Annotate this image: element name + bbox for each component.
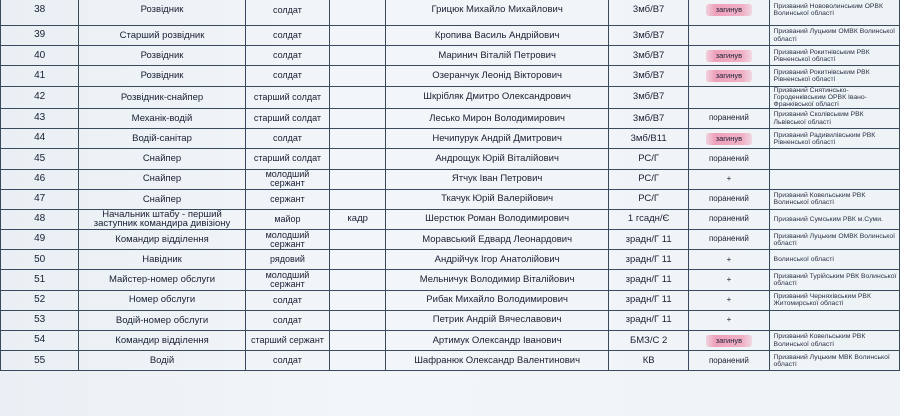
- killed-highlight: загинув: [706, 50, 752, 62]
- note-cell: Призваний Луцьким МВК Волинської області: [769, 351, 899, 371]
- unit-cell: РС/Г: [609, 189, 689, 209]
- status-cell: поранений: [689, 149, 769, 169]
- position-cell: Майстер-номер обслуги: [79, 270, 246, 290]
- position-cell: Номер обслуги: [79, 290, 246, 310]
- position-cell: Розвідник: [79, 46, 246, 66]
- status-cell: [689, 26, 769, 46]
- position-cell: Розвідник-снайпер: [79, 86, 246, 108]
- position-cell: Снайпер: [79, 189, 246, 209]
- status-cell: поранений: [689, 209, 769, 229]
- table-row: [1, 129, 900, 149]
- category-cell: [330, 46, 386, 66]
- killed-highlight: загинув: [706, 335, 752, 347]
- unit-cell: зрадн/Г 11: [609, 270, 689, 290]
- position-cell: Снайпер: [79, 169, 246, 189]
- table-row: [1, 310, 900, 330]
- category-cell: [330, 310, 386, 330]
- rank-cell: солдат: [245, 290, 329, 310]
- note-cell: Призваний Турійським РВК Волинської області: [769, 270, 899, 290]
- unit-cell: 3мб/В7: [609, 66, 689, 86]
- position-cell: Водій: [79, 351, 246, 371]
- status-cell: +: [689, 169, 769, 189]
- note-cell: Призваний Черняхівським РВК Житомирської області: [769, 290, 899, 310]
- rank-cell: солдат: [245, 129, 329, 149]
- table-row: [1, 86, 900, 108]
- name-cell: Андрощук Юрій Віталійович: [386, 149, 609, 169]
- row-number: 40: [1, 46, 79, 66]
- note-cell: Призваний Ковельським РВК Волинської області: [769, 189, 899, 209]
- table-row: [1, 270, 900, 290]
- position-cell: Командир відділення: [79, 331, 246, 351]
- rank-cell: солдат: [245, 26, 329, 46]
- name-cell: Озеранчук Леонід Вікторович: [386, 66, 609, 86]
- rank-cell: старший солдат: [245, 108, 329, 128]
- status-cell: поранений: [689, 108, 769, 128]
- category-cell: кадр: [330, 209, 386, 229]
- category-cell: [330, 26, 386, 46]
- table-row: [1, 0, 900, 26]
- rank-cell: сержант: [245, 189, 329, 209]
- position-cell: Командир відділення: [79, 230, 246, 250]
- note-cell: Призваний Луцьким ОМВК Волинської області: [769, 26, 899, 46]
- note-cell: Призваний Рокитнівським РВК Рівненської області: [769, 66, 899, 86]
- table-row: [1, 290, 900, 310]
- note-cell: Призваний Рокитнівським РВК Рівненської області: [769, 46, 899, 66]
- unit-cell: 3мб/В7: [609, 46, 689, 66]
- position-cell: Начальник штабу - перший заступник командира дивізіону: [79, 209, 246, 229]
- status-cell: поранений: [689, 230, 769, 250]
- status-cell: [689, 0, 769, 26]
- unit-cell: 3мб/В7: [609, 26, 689, 46]
- rank-cell: солдат: [245, 66, 329, 86]
- position-cell: Снайпер: [79, 149, 246, 169]
- position-cell: Розвідник: [79, 66, 246, 86]
- row-number: 50: [1, 250, 79, 270]
- row-number: 52: [1, 290, 79, 310]
- category-cell: [330, 331, 386, 351]
- status-cell: [689, 66, 769, 86]
- table-row: [1, 250, 900, 270]
- name-cell: Лесько Мирон Володимирович: [386, 108, 609, 128]
- note-cell: Призваний Ковельським РВК Волинської області: [769, 331, 899, 351]
- name-cell: Мельничук Володимир Віталійович: [386, 270, 609, 290]
- position-cell: Механік-водій: [79, 108, 246, 128]
- row-number: 51: [1, 270, 79, 290]
- unit-cell: зрадн/Г 11: [609, 230, 689, 250]
- note-cell: Волинської області: [769, 250, 899, 270]
- unit-cell: КВ: [609, 351, 689, 371]
- killed-highlight: загинув: [706, 4, 752, 16]
- note-cell: Призваний Сколівським РВК Львівської області: [769, 108, 899, 128]
- personnel-rows: [1, 0, 900, 371]
- unit-cell: 3мб/В7: [609, 0, 689, 26]
- row-number: 48: [1, 209, 79, 229]
- table-row: [1, 230, 900, 250]
- category-cell: [330, 149, 386, 169]
- unit-cell: 3мб/В7: [609, 86, 689, 108]
- category-cell: [330, 189, 386, 209]
- status-cell: +: [689, 250, 769, 270]
- category-cell: [330, 230, 386, 250]
- unit-cell: зрадн/Г 11: [609, 290, 689, 310]
- note-cell: Призваний Снятинсько-Городенківським ОРВК Івано-Франківської області: [769, 86, 899, 108]
- rank-cell: солдат: [245, 351, 329, 371]
- unit-cell: 3мб/В7: [609, 108, 689, 128]
- name-cell: Шкрібляк Дмитро Олександрович: [386, 86, 609, 108]
- row-number: 54: [1, 331, 79, 351]
- table-row: [1, 331, 900, 351]
- rank-cell: рядовий: [245, 250, 329, 270]
- rank-cell: солдат: [245, 310, 329, 330]
- rank-cell: молодший сержант: [245, 230, 329, 250]
- category-cell: [330, 351, 386, 371]
- status-cell: поранений: [689, 189, 769, 209]
- note-cell: Призваний Луцьким ОМВК Волинської області: [769, 230, 899, 250]
- note-cell: [769, 169, 899, 189]
- category-cell: [330, 250, 386, 270]
- name-cell: Петрик Андрій Вячеславович: [386, 310, 609, 330]
- note-cell: Призваний Радивилівським РВК Рівненської області: [769, 129, 899, 149]
- status-cell: [689, 129, 769, 149]
- unit-cell: зрадн/Г 11: [609, 310, 689, 330]
- row-number: 43: [1, 108, 79, 128]
- position-cell: Водій-санітар: [79, 129, 246, 149]
- category-cell: [330, 108, 386, 128]
- table-row: [1, 351, 900, 371]
- unit-cell: РС/Г: [609, 149, 689, 169]
- rank-cell: майор: [245, 209, 329, 229]
- note-cell: Призваний Сумським РВК м.Суми.: [769, 209, 899, 229]
- table-row: [1, 209, 900, 229]
- name-cell: Нечипурук Андрій Дмитрович: [386, 129, 609, 149]
- killed-highlight: загинув: [706, 70, 752, 82]
- name-cell: Кропива Василь Андрійович: [386, 26, 609, 46]
- position-cell: Водій-номер обслуги: [79, 310, 246, 330]
- name-cell: Андрійчук Ігор Анатолійович: [386, 250, 609, 270]
- status-cell: [689, 46, 769, 66]
- rank-cell: старший солдат: [245, 149, 329, 169]
- table-row: [1, 149, 900, 169]
- row-number: 53: [1, 310, 79, 330]
- position-cell: Навідник: [79, 250, 246, 270]
- row-number: 49: [1, 230, 79, 250]
- unit-cell: РС/Г: [609, 169, 689, 189]
- category-cell: [330, 86, 386, 108]
- name-cell: Ткачук Юрій Валерійович: [386, 189, 609, 209]
- table-row: [1, 46, 900, 66]
- table-row: [1, 66, 900, 86]
- name-cell: Грицюк Михайло Михайлович: [386, 0, 609, 26]
- row-number: 47: [1, 189, 79, 209]
- status-cell: +: [689, 310, 769, 330]
- category-cell: [330, 129, 386, 149]
- rank-cell: молодший сержант: [245, 169, 329, 189]
- note-cell: [769, 310, 899, 330]
- name-cell: Ятчук Іван Петрович: [386, 169, 609, 189]
- row-number: 46: [1, 169, 79, 189]
- unit-cell: БМЗ/С 2: [609, 331, 689, 351]
- name-cell: Артимук Олександр Іванович: [386, 331, 609, 351]
- table-row: [1, 108, 900, 128]
- rank-cell: старший сержант: [245, 331, 329, 351]
- row-number: 55: [1, 351, 79, 371]
- unit-cell: зрадн/Г 11: [609, 250, 689, 270]
- position-cell: Старший розвідник: [79, 26, 246, 46]
- status-cell: +: [689, 270, 769, 290]
- note-cell: [769, 149, 899, 169]
- rank-cell: молодший сержант: [245, 270, 329, 290]
- category-cell: [330, 169, 386, 189]
- row-number: 45: [1, 149, 79, 169]
- name-cell: Рибак Михайло Володимирович: [386, 290, 609, 310]
- row-number: 41: [1, 66, 79, 86]
- rank-cell: солдат: [245, 46, 329, 66]
- name-cell: Шерстюк Роман Володимирович: [386, 209, 609, 229]
- note-cell: Призваний Нововолинським ОРВК Волинської області: [769, 0, 899, 26]
- position-cell: Розвідник: [79, 0, 246, 26]
- killed-highlight: загинув: [706, 133, 752, 145]
- unit-cell: 3мб/В11: [609, 129, 689, 149]
- table-row: [1, 26, 900, 46]
- category-cell: [330, 270, 386, 290]
- row-number: 42: [1, 86, 79, 108]
- name-cell: Маринич Віталій Петрович: [386, 46, 609, 66]
- category-cell: [330, 66, 386, 86]
- status-cell: +: [689, 290, 769, 310]
- rank-cell: старший солдат: [245, 86, 329, 108]
- status-cell: [689, 331, 769, 351]
- status-cell: [689, 86, 769, 108]
- name-cell: Шафранюк Олександр Валентинович: [386, 351, 609, 371]
- unit-cell: 1 гсадн/Є: [609, 209, 689, 229]
- table-row: [1, 169, 900, 189]
- category-cell: [330, 0, 386, 26]
- name-cell: Моравський Едвард Леонардович: [386, 230, 609, 250]
- category-cell: [330, 290, 386, 310]
- rank-cell: солдат: [245, 0, 329, 26]
- table-row: [1, 189, 900, 209]
- status-cell: поранений: [689, 351, 769, 371]
- row-number: 38: [1, 0, 79, 26]
- row-number: 39: [1, 26, 79, 46]
- row-number: 44: [1, 129, 79, 149]
